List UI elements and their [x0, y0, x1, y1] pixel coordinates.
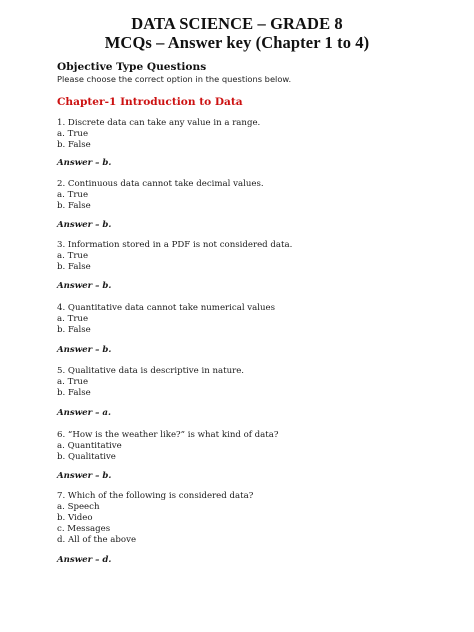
question-option: a. True — [57, 377, 89, 387]
question-text: 4. Quantitative data cannot take numerical values — [57, 303, 276, 313]
question-option: a. Quantitative — [57, 441, 122, 451]
answer-text: Answer – b. — [57, 471, 112, 481]
question-text: 6. “How is the weather like?” is what kind of data? — [57, 430, 279, 440]
answer-text: Answer – b. — [57, 158, 112, 168]
question-option: c. Messages — [57, 524, 111, 534]
question-option: a. True — [57, 251, 89, 261]
answer-text: Answer – b. — [57, 281, 112, 291]
chapter-heading: Chapter-1 Introduction to Data — [57, 96, 243, 108]
question-text: 2. Continuous data cannot take decimal values. — [57, 179, 264, 189]
answer-text: Answer – b. — [57, 345, 112, 355]
question-option: a. True — [57, 190, 89, 200]
question-text: 7. Which of the following is considered data? — [57, 491, 254, 501]
question-text: 5. Qualitative data is descriptive in nature. — [57, 366, 245, 376]
document-title-line-2: MCQs – Answer key (Chapter 1 to 4) — [104, 33, 370, 52]
section-instruction: Please choose the correct option in the questions below. — [57, 74, 292, 84]
question-text: 3. Information stored in a PDF is not considered data. — [57, 240, 293, 250]
question-option: b. False — [57, 201, 91, 211]
question-option: b. Video — [57, 513, 93, 523]
section-heading: Objective Type Questions — [57, 61, 207, 73]
question-option: a. True — [57, 314, 89, 324]
answer-text: Answer – d. — [57, 555, 112, 565]
document-title-line-1: DATA SCIENCE – GRADE 8 — [131, 14, 343, 33]
question-text: 1. Discrete data can take any value in a range. — [57, 118, 261, 128]
question-option: a. Speech — [57, 502, 100, 512]
answer-text: Answer – a. — [57, 408, 111, 418]
question-option: b. False — [57, 140, 91, 150]
question-option: b. False — [57, 388, 91, 398]
question-option: b. Qualitative — [57, 452, 116, 462]
answer-text: Answer – b. — [57, 220, 112, 230]
question-option: d. All of the above — [57, 535, 137, 545]
question-option: b. False — [57, 262, 91, 272]
question-option: b. False — [57, 325, 91, 335]
question-option: a. True — [57, 129, 89, 139]
